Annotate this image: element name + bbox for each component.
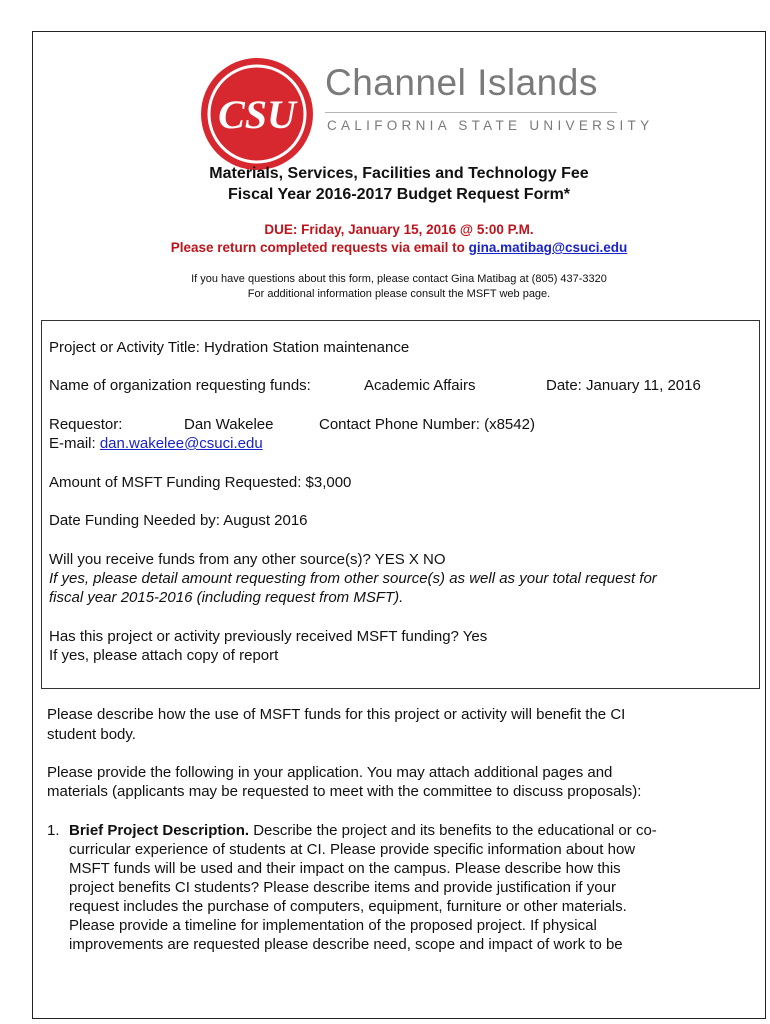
return-instructions [33, 240, 765, 255]
previous-funding: Has this project or activity previously received MSFT funding? Yes [49, 628, 488, 645]
funding-amount: Amount of MSFT Funding Requested: $3,000 [49, 474, 352, 491]
org-value: Academic Affairs [364, 377, 476, 394]
contact-phone: Contact Phone Number: (x8542) [319, 416, 535, 433]
title-line-1: Materials, Services, Facilities and Technology Fee [209, 165, 589, 182]
attach-report-note: If yes, please attach copy of report [49, 647, 279, 664]
logo-name: Channel Islands [325, 62, 598, 103]
return-email-link[interactable]: gina.matibag@csuci.edu [468, 240, 628, 255]
project-title: Project or Activity Title: Hydration Station maintenance [49, 339, 410, 356]
item-number: 1. [47, 822, 60, 839]
info-note: For additional information please consult the MSFT web page. [247, 288, 551, 300]
svg-text:CSU: CSU [218, 92, 296, 137]
due-date: DUE: Friday, January 15, 2016 @ 5:00 P.M. [264, 222, 534, 237]
other-sources: Will you receive funds from any other source(s)? YES X NO [49, 551, 446, 568]
logo-subtitle: CALIFORNIA STATE UNIVERSITY [327, 118, 654, 133]
return-prefix: Please return completed requests via email to [170, 240, 469, 255]
request-date: Date: January 11, 2016 [546, 377, 701, 394]
questions-note: If you have questions about this form, please contact Gina Matibag at (805) 437-3320 [191, 273, 607, 285]
item-line-1-text: Describe the project and its benefits to the educational or co- [249, 822, 657, 839]
other-sources-detail-1: If yes, please detail amount requesting from other source(s) as well as your total request for [49, 570, 657, 587]
provide-intro-2: materials (applicants may be requested to meet with the committee to discuss proposals): [47, 783, 642, 800]
item-line-7: improvements are requested please describe need, scope and impact of work to be [69, 936, 623, 953]
org-label: Name of organization requesting funds: [49, 377, 311, 394]
other-sources-detail-2: fiscal year 2015-2016 (including request from MSFT). [49, 589, 404, 606]
request-info-box [41, 320, 760, 689]
requestor-value: Dan Wakelee [184, 416, 274, 433]
benefit-question-1: Please describe how the use of MSFT funds for this project or activity will benefit the CI [47, 706, 626, 723]
item-line-6: Please provide a timeline for implementation of the proposed project. If physical [69, 917, 597, 934]
csu-seal-icon [197, 52, 317, 172]
form-page [32, 31, 766, 1019]
item-line-2: curricular experience of students at CI. Please provide specific information about how [69, 841, 636, 858]
title-line-2: Fiscal Year 2016-2017 Budget Request Form* [227, 186, 571, 203]
item-line-1 [69, 822, 657, 839]
email-label: E-mail: [49, 435, 100, 452]
item-line-5: request includes the purchase of computers, equipment, furniture or other materials. [69, 898, 627, 915]
logo-divider [325, 112, 617, 113]
requestor-label: Requestor: [49, 416, 123, 433]
date-needed: Date Funding Needed by: August 2016 [49, 512, 308, 529]
email-row [49, 435, 263, 452]
requestor-email-link[interactable]: dan.wakelee@csuci.edu [99, 435, 263, 452]
csuci-logo [197, 52, 654, 172]
benefit-question-2: student body. [47, 726, 136, 743]
item-line-3: MSFT funds will be used and their impact on the campus. Please describe how this [69, 860, 621, 877]
item-line-4: project benefits CI students? Please describe items and provide justification if your [69, 879, 616, 896]
item-heading: Brief Project Description. [69, 822, 250, 839]
provide-intro-1: Please provide the following in your application. You may attach additional pages and [47, 764, 613, 781]
